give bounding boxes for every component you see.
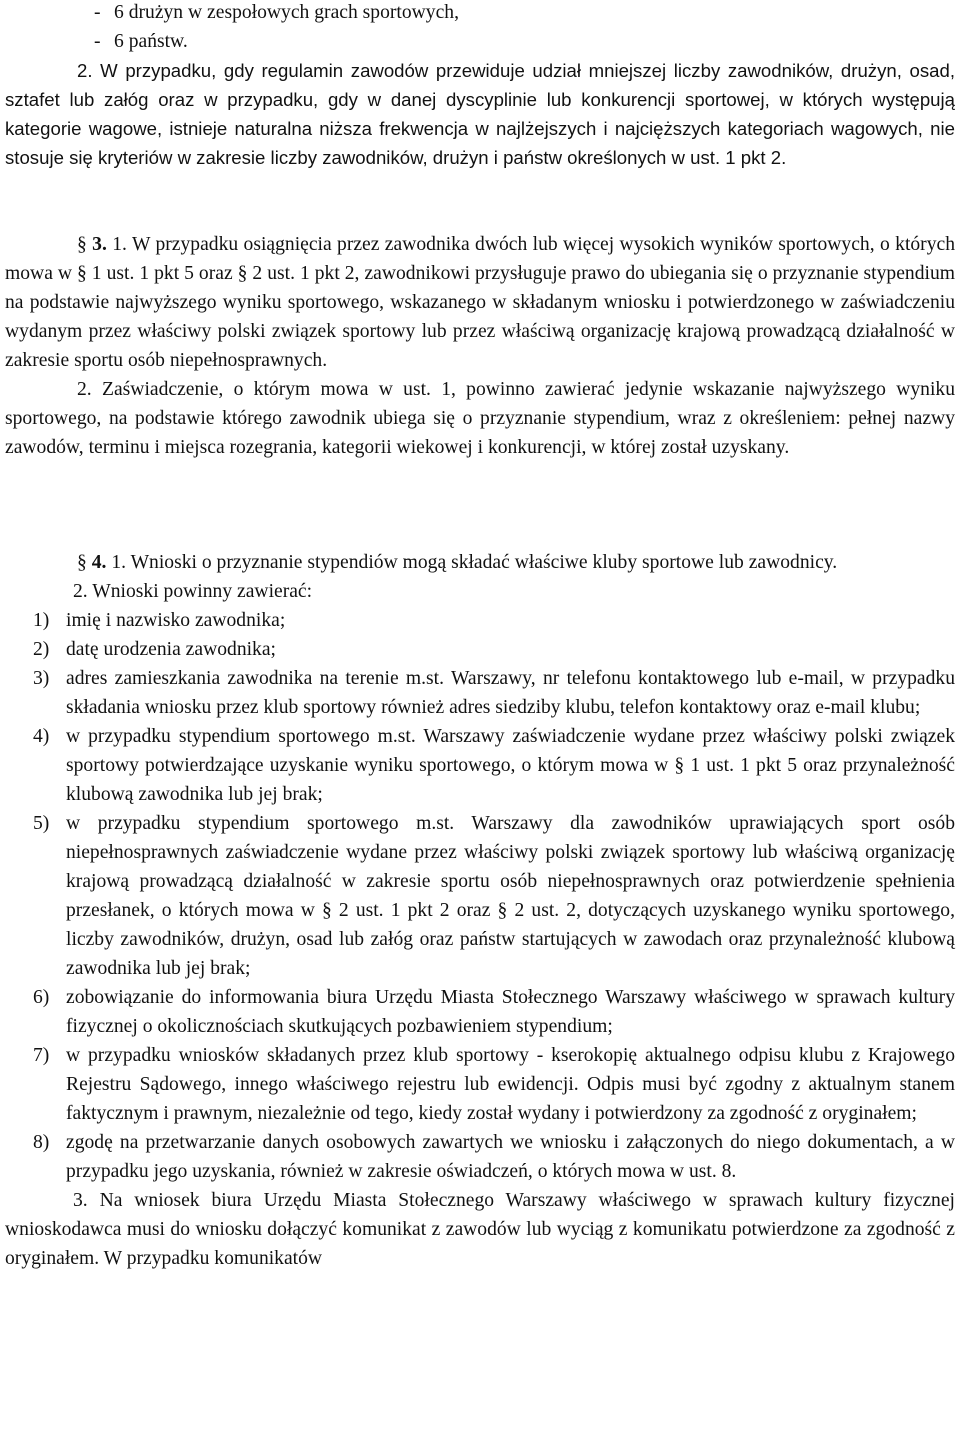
list-item-number: 5) bbox=[33, 813, 50, 834]
dash-marker: - bbox=[94, 2, 101, 23]
list-item bbox=[5, 1128, 955, 1186]
dash-item-text: 6 państw. bbox=[114, 31, 188, 52]
list-item-text: datę urodzenia zawodnika; bbox=[66, 639, 276, 660]
list-item bbox=[5, 809, 955, 983]
section-3-paragraph-2 bbox=[5, 375, 955, 462]
section-sign: § bbox=[77, 234, 87, 255]
paragraph-number: 2. bbox=[73, 581, 88, 602]
section-sign: § bbox=[77, 552, 87, 573]
list-item-text: zobowiązanie do informowania biura Urzędu Miasta Stołecznego Warszawy właściwego w sprawach kultury fizycznej o okolicznościach skutkujących pozbawieniem stypendium; bbox=[66, 987, 955, 1037]
dash-list-item bbox=[94, 0, 459, 27]
paragraph-number: 2. bbox=[77, 60, 93, 81]
section-3-paragraph-1 bbox=[5, 230, 955, 375]
list-item-number: 3) bbox=[33, 668, 50, 689]
section-4-paragraph-3 bbox=[5, 1186, 955, 1273]
list-item bbox=[5, 1041, 955, 1128]
section-3 bbox=[5, 230, 955, 462]
paragraph-text: W przypadku osiągnięcia przez zawodnika dwóch lub więcej wysokich wyników sportowych, o których mowa w § 1 ust. 1 pkt 5 oraz § 2 ust. 1 pkt 2, zawodnikowi przysługuje prawo do ubiegania się o przyznanie stypendium na podstawie najwyższego wyniku sportowego, wskazanego w składanym wniosku i potwierdzonego w zaświadczeniu wydanym przez właściwy polski związek sportowy lub przez właściwą organizację krajową prowadzącą działalność w zakresie sportu osób niepełnosprawnych. bbox=[5, 234, 956, 371]
section-number: 3. bbox=[92, 234, 107, 255]
list-item bbox=[5, 983, 955, 1041]
list-item-number: 7) bbox=[33, 1045, 50, 1066]
section-number: 4. bbox=[91, 552, 107, 573]
section-4 bbox=[5, 548, 955, 1273]
list-item-number: 4) bbox=[33, 726, 50, 747]
paragraph-2-body bbox=[5, 56, 955, 172]
list-item-number: 1) bbox=[33, 610, 50, 631]
list-item-text: w przypadku wniosków składanych przez klub sportowy - kserokopię aktualnego odpisu klubu z Krajowego Rejestru Sądowego, innego właściwego rejestru lub ewidencji. Odpis musi być zgodny z aktualnym stanem faktycznym i prawnym, niezależnie od tego, kiedy został wydany i potwierdzony za zgodność z oryginałem; bbox=[66, 1045, 955, 1124]
paragraph-number: 1. bbox=[111, 552, 127, 573]
list-item-text: w przypadku stypendium sportowego m.st. Warszawy zaświadczenie wydane przez właściwy polski związek sportowy potwierdzające uzyskanie wyniku sportowego, o którym mowa w § 1 ust. 1 pkt 5 oraz przynależność klubową zawodnika lub jej brak; bbox=[66, 726, 955, 805]
list-item bbox=[5, 635, 955, 664]
paragraph-text: Wnioski powinny zawierać: bbox=[92, 581, 313, 602]
list-item-number: 6) bbox=[33, 987, 50, 1008]
list-item-text: zgodę na przetwarzanie danych osobowych zawartych we wniosku i załączonych do niego dokumentach, a w przypadku jego uzyskania, również w zakresie oświadczeń, o których mowa w ust. 8. bbox=[66, 1132, 955, 1182]
list-item-number: 2) bbox=[33, 639, 50, 660]
paragraph-number: 1. bbox=[112, 234, 127, 255]
list-item bbox=[5, 664, 955, 722]
list-item-text: w przypadku stypendium sportowego m.st. Warszawy dla zawodników uprawiających sport osób niepełnosprawnych zaświadczenie wydane przez właściwy polski związek sportowy lub właściwą organizację krajową prowadzącą działalność w zakresie sportu osób niepełnosprawnych oraz potwierdzenie spełnienia przesłanek, o których mowa w § 2 ust. 1 pkt 2 oraz § 2 ust. 2, dotyczących uzyskanego wyniku sportowego, liczby zawodników, drużyn, osad lub załóg oraz państw startujących w zawodach oraz przynależność klubową zawodnika lub jej brak; bbox=[66, 813, 955, 979]
section-4-paragraph-1 bbox=[5, 548, 955, 577]
list-item-number: 8) bbox=[33, 1132, 50, 1153]
paragraph-number: 3. bbox=[73, 1190, 88, 1211]
section-4-paragraph-2 bbox=[5, 577, 955, 606]
paragraph-text: Wnioski o przyznanie stypendiów mogą składać właściwe kluby sportowe lub zawodnicy. bbox=[130, 552, 838, 573]
paragraph-text: W przypadku, gdy regulamin zawodów przewiduje udział mniejszej liczby zawodników, drużyn, osad, sztafet lub załóg oraz w przypadku, gdy w danej dyscyplinie lub konkurencji sportowej, w których występują kategorie wagowe, istnieje naturalna niższa frekwencja w najlżejszych i najcięższych kategoriach wagowych, nie stosuje się kryteriów w zakresie liczby zawodników, drużyn i państw określonych w ust. 1 pkt 2. bbox=[5, 60, 955, 168]
paragraph-2 bbox=[5, 56, 955, 172]
list-item-text: adres zamieszkania zawodnika na terenie m.st. Warszawy, nr telefonu kontaktowego lub e-mail, w przypadku składania wniosku przez klub sportowy również adres siedziby klubu, telefon kontaktowy oraz e-mail klubu; bbox=[66, 668, 955, 718]
dash-marker: - bbox=[94, 31, 101, 52]
paragraph-text: Na wniosek biura Urzędu Miasta Stołecznego Warszawy właściwego w sprawach kultury fizycznej wnioskodawca musi do wniosku dołączyć komunikat z zawodów lub wyciąg z komunikatu potwierdzone za zgodność z oryginałem. W przypadku komunikatów bbox=[5, 1190, 955, 1269]
list-item-text: imię i nazwisko zawodnika; bbox=[66, 610, 286, 631]
paragraph-text: Zaświadczenie, o którym mowa w ust. 1, powinno zawierać jedynie wskazanie najwyższego wyniku sportowego, na podstawie którego zawodnik ubiega się o przyznanie stypendium, wraz z określeniem: pełnej nazwy zawodów, terminu i miejsca rozegrania, kategorii wiekowej i konkurencji, w której został uzyskany. bbox=[5, 379, 956, 458]
list-item bbox=[5, 722, 955, 809]
dash-list-item bbox=[94, 27, 188, 56]
dash-item-text: 6 drużyn w zespołowych grach sportowych, bbox=[114, 2, 459, 23]
list-item bbox=[5, 606, 955, 635]
paragraph-number: 2. bbox=[77, 379, 92, 400]
requirements-list bbox=[5, 606, 955, 1186]
